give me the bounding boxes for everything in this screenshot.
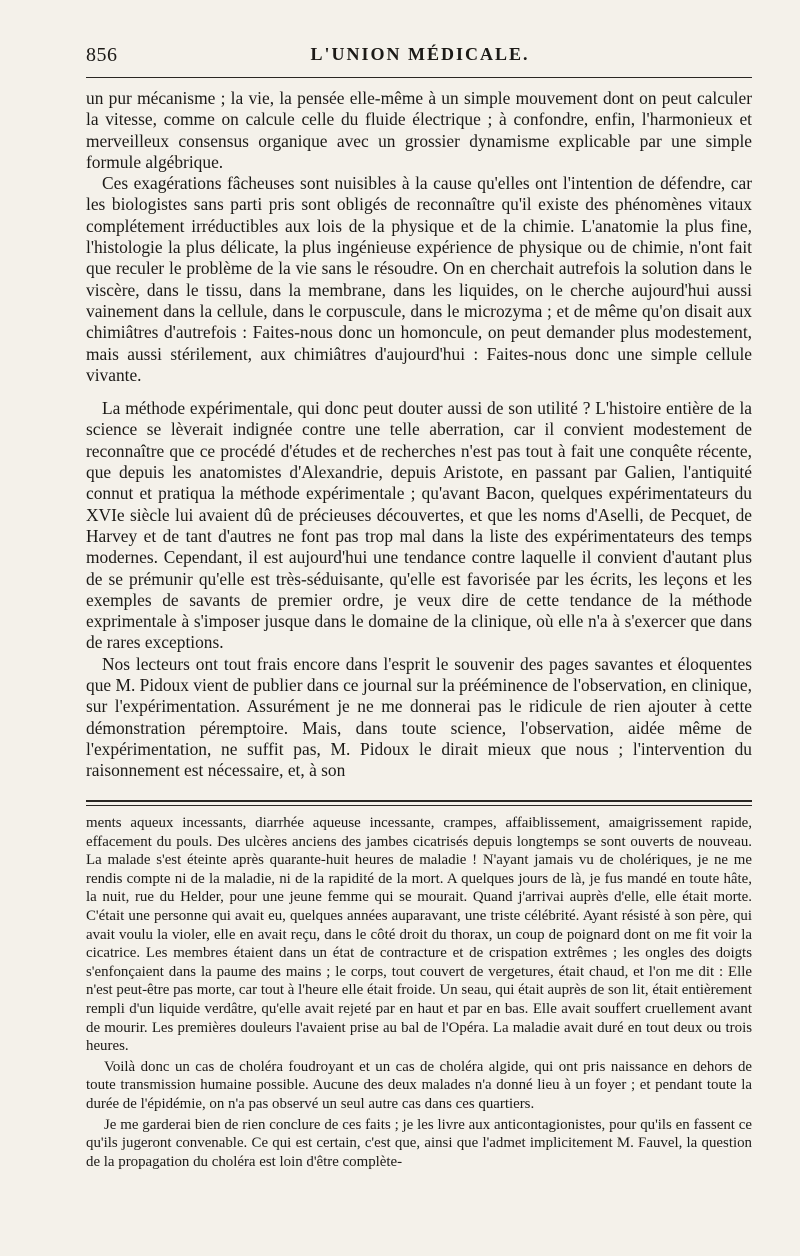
page-number: 856: [86, 44, 118, 66]
running-head: L'UNION MÉDICALE.: [310, 44, 530, 64]
footnote-separator: [86, 800, 752, 802]
header-rule: [86, 77, 752, 78]
paragraph: Ces exagérations fâcheuses sont nuisibles à la cause qu'elles ont l'intention de défendre, car les biologistes sans parti pris sont obligés de reconnaître qu'il existe des phénomènes vitaux complétement irréductibles aux lois de la physique et de la chimie. L'anatomie la plus fine, l'histologie la plus délicate, la plus ingénieuse expérience de physique ou de chimie, n'ont fait que reculer le problème de la vie sans le résoudre. On en cherchait autrefois la solution dans le viscère, dans le tissu, dans la membrane, dans les liquides, on le cherche aujourd'hui aussi vainement dans la cellule, dans le corpuscule, dans le microzyma ; et de même qu'on disait aux chimiâtres d'autrefois : Faites-nous donc un homoncule, on peut demander plus modestement, mais aussi stérilement, aux chimiâtres d'aujourd'hui : Faites-nous donc une simple cellule vivante.: [86, 173, 752, 385]
paragraph: un pur mécanisme ; la vie, la pensée elle-même à un simple mouvement dont on peut calculer la vitesse, comme on calcule celle du fluide électrique ; à confondre, enfin, l'harmonieux et merveilleux consensus organique avec un grossier dynamisme explicable par une simple formule algébrique.: [86, 88, 752, 172]
paragraph: Nos lecteurs ont tout frais encore dans l'esprit le souvenir des pages savantes et éloquentes que M. Pidoux vient de publier dans ce journal sur la prééminence de l'observation, en clinique, sur l'expérimentation. Assurément je ne me donnerai pas le ridicule de rien ajouter à cette démonstration péremptoire. Mais, dans toute science, l'observation, aidée même de l'expérimentation, ne suffit pas, M. Pidoux le dirait mieux que nous ; l'intervention du raisonnement est nécessaire, et, à son: [86, 653, 752, 781]
page-header: [86, 44, 754, 74]
footnote-paragraph: Je me garderai bien de rien conclure de ces faits ; je les livre aux anticontagionistes, pour qu'ils en fassent ce qu'ils jugeront convenable. Ce qui est certain, c'est que, ainsi que l'admet implicitement M. Fauvel, la question de la propagation du choléra est loin d'être complète-: [86, 1116, 752, 1170]
footnote: [86, 814, 752, 1171]
paragraph: La méthode expérimentale, qui donc peut douter aussi de son utilité ? L'histoire entière de la science se lèverait indignée contre une telle aberration, car il convient modestement de reconnaître que ce procédé d'études et de recherches n'est pas tout à fait une conquête récente, que depuis les anatomistes d'Alexandrie, depuis Aristote, en passant par Galien, l'antiquité connut et pratiqua la méthode expérimentale ; qu'avant Bacon, quelques expérimentateurs du XVIe siècle lui avaient dû de précieuses découvertes, et que les noms d'Aselli, de Pecquet, de Harvey et de tant d'autres ne font pas trop mal dans la liste des expérimentateurs des temps modernes. Cependant, il est aujourd'hui une tendance contre laquelle il convient d'autant plus de se prémunir qu'elle est très-séduisante, qu'elle est favorisée par les écrits, les leçons et les exemples de savants de premier ordre, je veux dire de cette tendance de la méthode exprimentale à s'imposer jusque dans le domaine de la clinique, où elle n'a à s'exercer que dans de rares exceptions.: [86, 398, 752, 653]
footnote-paragraph: Voilà donc un cas de choléra foudroyant et un cas de choléra algide, qui ont pris naissance en dehors de toute transmission humaine possible. Aucune des deux malades n'a donné lieu à un foyer ; et pendant toute la durée de l'épidémie, on n'a pas observé un seul autre cas dans ces quartiers.: [86, 1058, 752, 1112]
footnote-separator-thin: [86, 805, 752, 806]
main-text: [86, 88, 752, 782]
footnote-paragraph: ments aqueux incessants, diarrhée aqueuse incessante, crampes, affaiblissement, amaigrissement rapide, effacement du pouls. Des ulcères anciens des jambes cicatrisés depuis longtemps se sont ouverts de nouveau. La malade s'est éteinte après quarante-huit heures de maladie ! N'ayant jamais vu de cholériques, je ne me rendis compte ni de la maladie, ni de la rapidité de la mort. A quelques jours de là, je fus mandé en toute hâte, la nuit, rue du Helder, pour une jeune femme qui se mourait. Quand j'arrivai auprès d'elle, elle était morte. C'était une personne qui avait eu, quelques années auparavant, une triste célébrité. Ayant résisté à son père, qui avait voulu la violer, elle en avait reçu, dans le côté droit du thorax, un coup de poignard dont on me fit voir la cicatrice. Les membres étaient dans un état de contracture et de crispation extrêmes ; les ongles des doigts s'enfonçaient dans la paume des mains ; le corps, tout couvert de vergetures, était chaud, et l'on me dit : Elle n'est peut-être pas morte, car tout à l'heure elle était froide. Un seau, qui était auprès de son lit, était entièrement rempli d'un liquide verdâtre, qu'elle avait rejeté par en haut et par en bas. Elle avait souffert cruellement avant de mourir. Les premières douleurs l'avaient prise au bal de l'Opéra. La maladie avait duré en tout deux ou trois heures.: [86, 815, 752, 1055]
